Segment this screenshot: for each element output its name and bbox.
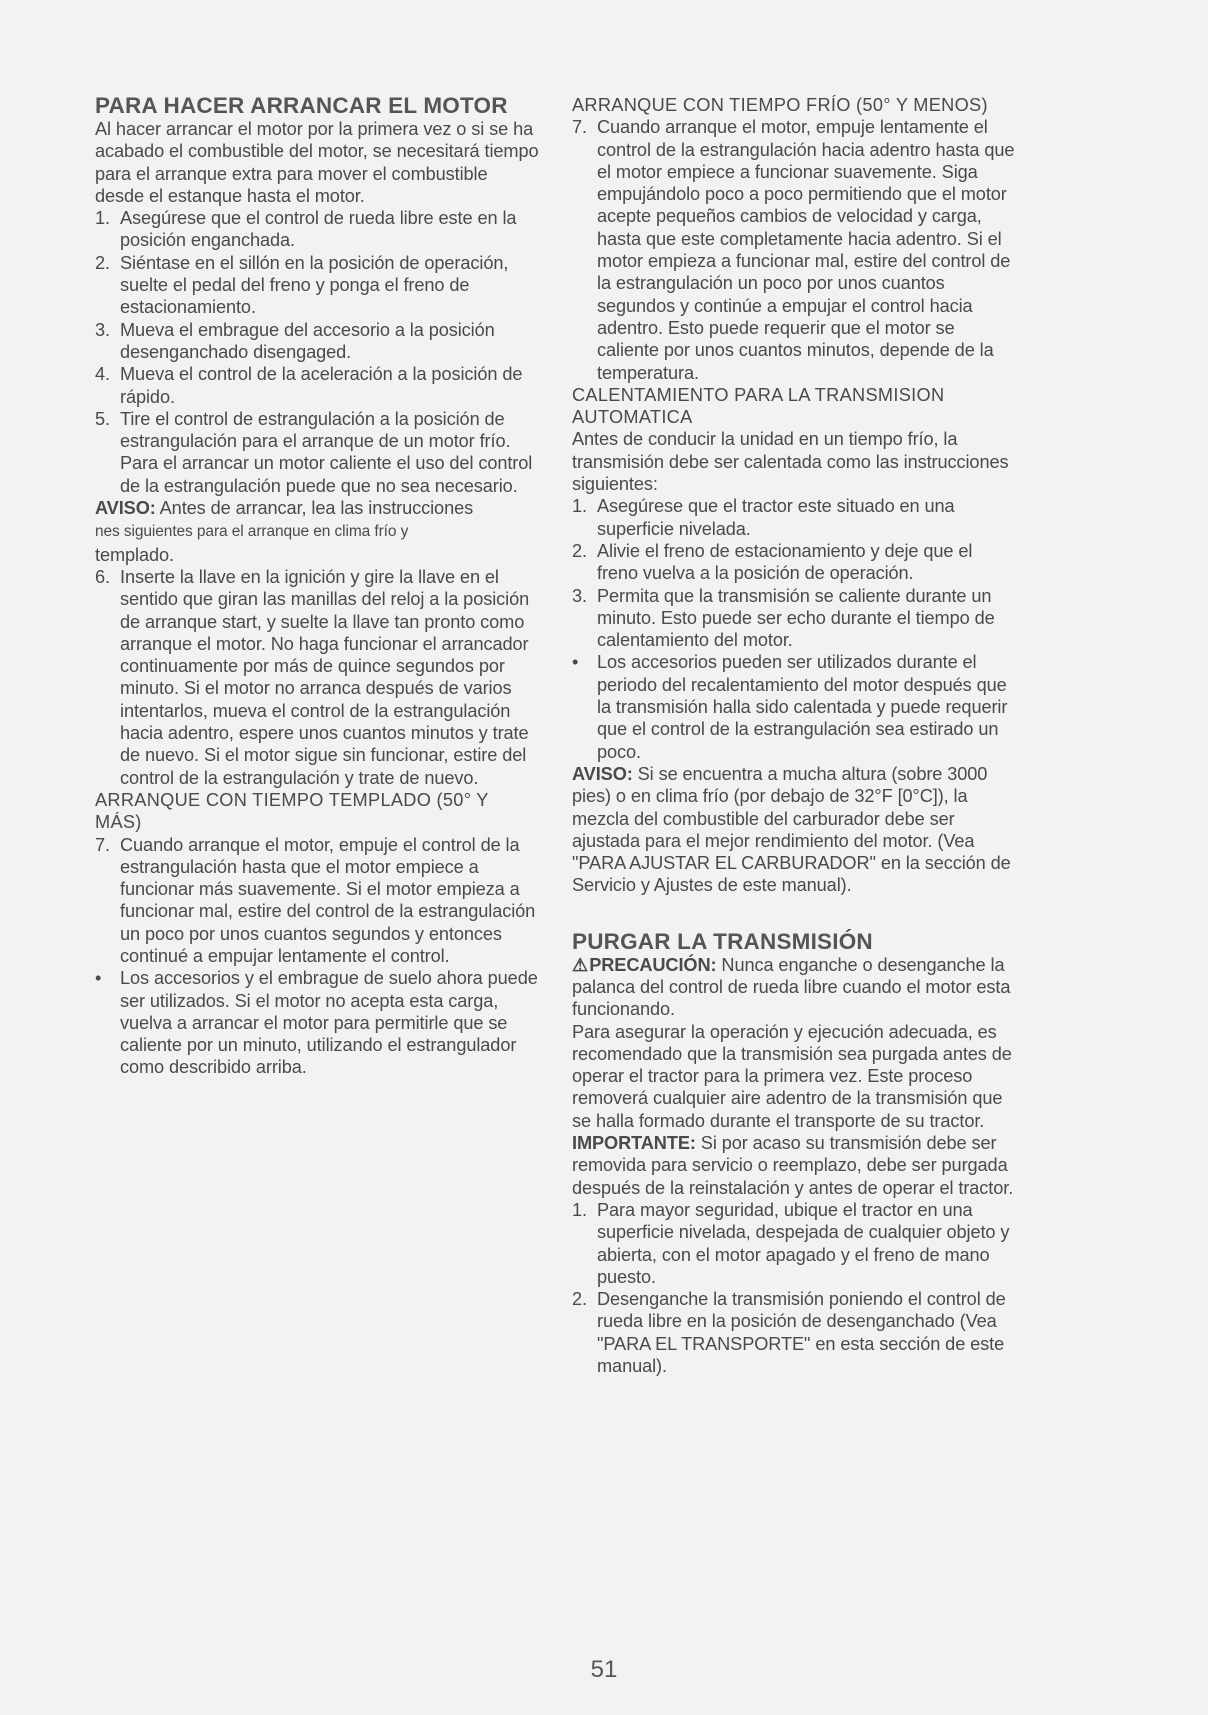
intro-paragraph: Al hacer arrancar el motor por la primera vez o si se ha acabado el combustible del motor, se necesitará tiempo para el arranque extra para mover el combustible desde el estanque hasta el motor.	[95, 119, 539, 206]
page-number: 51	[590, 1656, 618, 1683]
aviso-label: AVISO:	[572, 763, 633, 784]
list-item: 7. Cuando arranque el motor, empuje el control de la estrangulación hasta que el motor empiece a funcionar más suavemente. Si el motor empieza a funcionar mal, estire del control de la estrangulación un poco por unos cuantos segundos y entonces continué a empujar lentamente el control.	[95, 834, 536, 966]
section-title-purgar: PURGAR LA TRANSMISIÓN	[572, 928, 873, 954]
list-item: • Los accesorios y el embrague de suelo ahora puede ser utilizados. Si el motor no acepta esta carga, vuelva a arrancar el motor para permitirle que se caliente por un minuto, utilizando el estrangulador como describido arriba.	[95, 968, 538, 1078]
aviso-label: AVISO:	[95, 498, 156, 519]
list-item: 5. Tire el control de estrangulación a la posición de estrangulación para el arranque de un motor frío. Para el arrancar un motor caliente el uso del control de la estrangulación puede que no sea necesario.	[95, 408, 533, 496]
aviso-end: templado.	[95, 544, 174, 565]
subhead-templado: ARRANQUE CON TIEMPO TEMPLADO (50° Y MÁS)	[95, 789, 489, 833]
left-column	[95, 94, 540, 1079]
precaucion-text: Nunca enganche o desenganche la palanca del control de rueda libre cuando el motor esta funcionando.	[572, 954, 1011, 1020]
right-column	[572, 94, 1017, 1377]
subhead-calentamiento: CALENTAMIENTO PARA LA TRANSMISION AUTOMATICA	[572, 384, 945, 428]
subhead-frio: ARRANQUE CON TIEMPO FRÍO (50° Y MENOS)	[572, 95, 988, 115]
aviso-text: Antes de arrancar, lea las instrucciones	[155, 498, 474, 519]
list-item: 3. Mueva el embrague del accesorio a la posición desenganchado disengaged.	[95, 319, 495, 362]
list-item: 6. Inserte la llave en la ignición y gire la llave en el sentido que giran las manillas del reloj a la posición de arranque start, y suelte la llave tan pronto como arranque el motor. No haga funcionar el arrancador continuamente por más de quince segundos por minuto. Si el motor no arranca después de varios intentarlos, mueva el control de la estrangulación hacia adentro, espere unos cuantos minutos y trate de nuevo. Si el motor sigue sin funcionar, estire del control de la estrangulación y trate de nuevo.	[95, 566, 530, 788]
list-item: 1. Asegúrese que el tractor este situado en una superficie nivelada.	[572, 496, 955, 539]
importante-text: Si por acaso su transmisión debe ser removida para servicio o reemplazo, debe ser purgada después de la reinstalación y antes de operar el tractor.	[572, 1133, 1014, 1198]
list-item: 1. Para mayor seguridad, ubique el tractor en una superficie nivelada, despejada de cualquier objeto y abierta, con el motor apagado y el freno de mano puesto.	[572, 1199, 1010, 1287]
importante-label: IMPORTANTE:	[572, 1133, 696, 1154]
list-item: 2. Desenganche la transmisión poniendo el control de rueda libre en la posición de desenganchado (Vea "PARA EL TRANSPORTE" en esta sección de este manual).	[572, 1289, 1006, 1377]
aviso-note	[95, 497, 540, 566]
calentamiento-intro: Antes de conducir la unidad en un tiempo frío, la transmisión debe ser calentada como las instrucciones siguientes:	[572, 429, 1009, 495]
list-item: 2. Siéntase en el sillón en la posición de operación, suelte el pedal del freno y ponga el freno de estacionamiento.	[95, 252, 509, 318]
precaucion-note	[572, 954, 1017, 1021]
warning-triangle-icon: ⚠	[572, 954, 589, 975]
list-item: 4. Mueva el control de la aceleración a la posición de rápido.	[95, 364, 523, 407]
list-item: • Los accesorios pueden ser utilizados durante el periodo del recalentamiento del motor después que la transmisión halla sido calentada y puede requerir que el control de la estrangulación sea estirado un poco.	[572, 652, 1008, 762]
aviso-altura-note	[572, 763, 1017, 897]
purgar-paragraph: Para asegurar la operación y ejecución adecuada, es recomendado que la transmisión sea purgada antes de operar el tractor para la primera vez. Este proceso removerá cualquier aire adentro de la transmisión que se halla formado durante el transporte de su tractor.	[572, 1021, 1012, 1131]
precaucion-label: PRECAUCIÓN:	[589, 954, 717, 975]
list-item: 3. Permita que la transmisión se caliente durante un minuto. Esto puede ser echo durante el tiempo de calentamiento del motor.	[572, 585, 995, 651]
aviso-small-text: nes siguientes para el arranque en clima frío y	[95, 523, 409, 541]
aviso-text: Si se encuentra a mucha altura (sobre 3000 pies) o en clima frío (por debajo de 32°F [0°C]), la mezcla del combustible del carburador debe ser ajustada para el mejor rendimiento del motor. (Vea "PARA AJUSTAR EL CARBURADOR" en la sección de Servicio y Ajustes de este manual).	[572, 763, 1011, 896]
list-item: 1. Asegúrese que el control de rueda libre este en la posición enganchada.	[95, 208, 517, 251]
importante-note	[572, 1132, 1017, 1199]
list-item: 7. Cuando arranque el motor, empuje lentamente el control de la estrangulación hacia adentro hasta que el motor empiece a funcionar suavemente. Siga empujándolo poco a poco permitiendo que el motor acepte pequeños cambios de velocidad y carga, hasta que este completamente hacia adentro. Si el motor empieza a funcionar mal, estire del control de la estrangulación un poco por unos cuantos segundos y continúe a empujar el control hacia adentro. Esto puede requerir que el motor se caliente por unos cuantos minutos, depende de la temperatura.	[572, 117, 1015, 383]
section-title-arrancar: PARA HACER ARRANCAR EL MOTOR	[95, 93, 508, 118]
list-item: 2. Alivie el freno de estacionamiento y deje que el freno vuelva a la posición de operación.	[572, 540, 973, 584]
